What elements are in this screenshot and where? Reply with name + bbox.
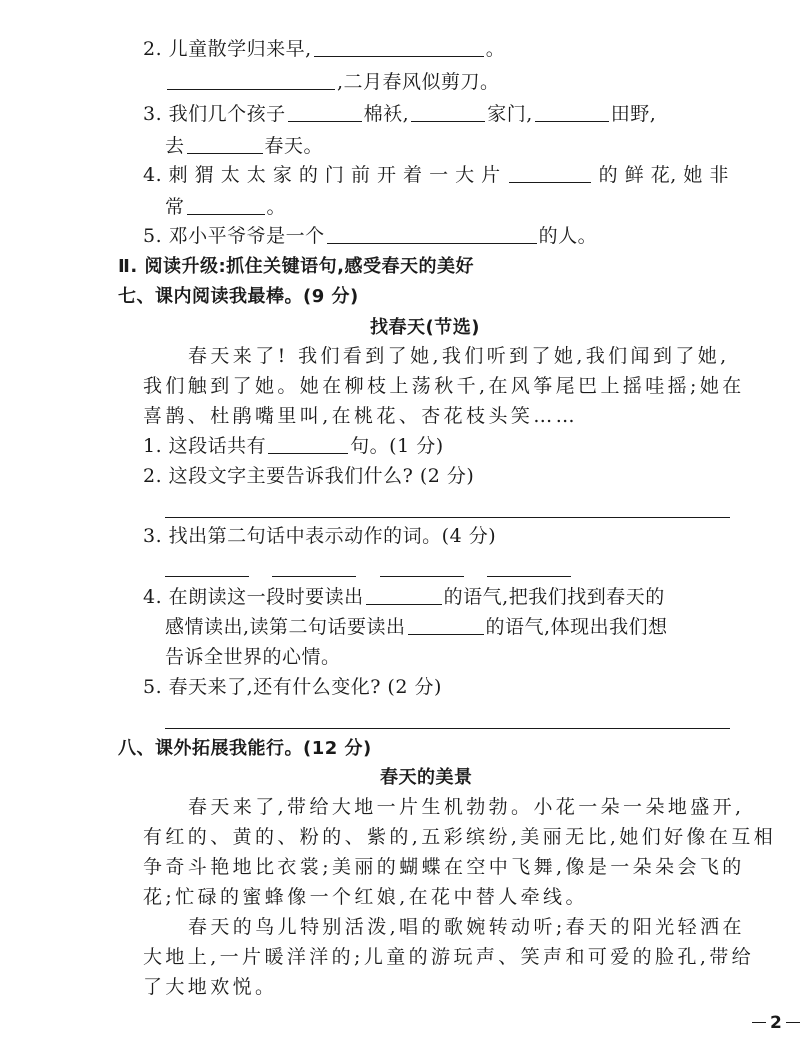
answer-blank[interactable] bbox=[187, 135, 263, 154]
answer-line[interactable] bbox=[380, 576, 464, 577]
q2-end: 。 bbox=[485, 38, 506, 60]
section7-passage-title: 找春天(节选) bbox=[370, 317, 480, 338]
section7-q4-line2 bbox=[165, 614, 668, 640]
q1-text-2: 句。(1 分) bbox=[350, 435, 444, 457]
section7-passage-line: 喜鹊、杜鹃嘴里叫,在桃花、杏花枝头笑…… bbox=[143, 405, 579, 427]
q5-text: 5. 邓小平爷爷是一个 bbox=[143, 225, 325, 247]
answer-blank[interactable] bbox=[327, 225, 537, 244]
section7-q1 bbox=[143, 433, 444, 459]
q3-text: 3. 我们几个孩子 bbox=[143, 103, 286, 125]
q4-text-3: 感情读出,读第二句话要读出 bbox=[165, 616, 406, 638]
section7-heading: 七、课内阅读我最棒。(9 分) bbox=[118, 286, 359, 307]
answer-blank[interactable] bbox=[509, 164, 591, 183]
answer-blank[interactable] bbox=[314, 38, 484, 57]
fill-blank-q4-line1 bbox=[143, 162, 729, 188]
fill-blank-q2-line1 bbox=[143, 36, 505, 62]
answer-line[interactable] bbox=[165, 517, 730, 518]
q4-text-3: 常 bbox=[165, 196, 185, 218]
q4-text: 4. 刺 猬 太 太 家 的 门 前 开 着 一 大 片 bbox=[143, 164, 501, 186]
section7-q2: 2. 这段文字主要告诉我们什么? (2 分) bbox=[143, 465, 475, 487]
q3-part1: 棉袄, bbox=[363, 103, 410, 125]
q4-text: 4. 在朗读这一段时要读出 bbox=[143, 586, 364, 608]
section8-passage-line: 春天来了,带给大地一片生机勃勃。小花一朵一朵地盛开, bbox=[188, 796, 745, 818]
section8-passage-line: 了大地欢悦。 bbox=[143, 976, 278, 998]
answer-line[interactable] bbox=[165, 728, 730, 729]
answer-blank[interactable] bbox=[187, 196, 265, 215]
answer-blank[interactable] bbox=[288, 103, 362, 122]
q5-text-2: 的人。 bbox=[538, 225, 598, 247]
answer-blank[interactable] bbox=[167, 71, 335, 90]
q2-text: 2. 儿童散学归来早, bbox=[143, 38, 312, 60]
section8-passage-title: 春天的美景 bbox=[380, 767, 473, 788]
fill-blank-q3-line1 bbox=[143, 101, 656, 127]
fill-blank-q4-line2 bbox=[165, 194, 286, 220]
section8-passage-line: 花;忙碌的蜜蜂像一个红娘,在花中替人牵线。 bbox=[143, 886, 588, 908]
page-number bbox=[748, 1013, 800, 1033]
q4-text-4: 。 bbox=[266, 196, 287, 218]
answer-line[interactable] bbox=[165, 576, 249, 577]
section7-q3: 3. 找出第二句话中表示动作的词。(4 分) bbox=[143, 525, 497, 547]
answer-blank[interactable] bbox=[366, 586, 442, 605]
fill-blank-q3-line2 bbox=[165, 133, 323, 159]
q4-text-2: 的语气,把我们找到春天的 bbox=[443, 586, 665, 608]
fill-blank-q2-line2 bbox=[165, 69, 500, 95]
answer-line[interactable] bbox=[487, 576, 571, 577]
q3-part3: 田野, bbox=[610, 103, 657, 125]
answer-line[interactable] bbox=[272, 576, 356, 577]
dash-decoration bbox=[752, 1022, 766, 1023]
q3-part2: 家门, bbox=[487, 103, 533, 125]
fill-blank-q5 bbox=[143, 223, 597, 249]
dash-decoration bbox=[786, 1022, 800, 1023]
section8-passage-line: 有红的、黄的、粉的、紫的,五彩缤纷,美丽无比,她们好像在互相 bbox=[143, 826, 777, 848]
q4-text-4: 的语气,体现出我们想 bbox=[485, 616, 668, 638]
section8-heading: 八、课外拓展我能行。(12 分) bbox=[118, 738, 372, 759]
section8-passage-line: 争奇斗艳地比衣裳;美丽的蝴蝶在空中飞舞,像是一朵朵会飞的 bbox=[143, 856, 745, 878]
section7-passage-line: 我们触到了她。她在柳枝上荡秋千,在风筝尾巴上摇哇摇;她在 bbox=[143, 375, 745, 397]
page-number-text: 2 bbox=[770, 1013, 782, 1033]
part2-heading: Ⅱ. 阅读升级:抓住关键语句,感受春天的美好 bbox=[118, 256, 474, 277]
q3-text-3: 春天。 bbox=[264, 135, 324, 157]
q3-text-2: 去 bbox=[165, 135, 185, 157]
answer-blank[interactable] bbox=[408, 616, 484, 635]
section7-q5: 5. 春天来了,还有什么变化? (2 分) bbox=[143, 676, 442, 698]
answer-blank[interactable] bbox=[411, 103, 485, 122]
q1-text: 1. 这段话共有 bbox=[143, 435, 267, 457]
q4-text-2: 的 鲜 花, 她 非 bbox=[598, 164, 729, 186]
section8-passage-line: 大地上,一片暖洋洋的;儿童的游玩声、笑声和可爱的脸孔,带给 bbox=[143, 946, 755, 968]
q2-text-2: ,二月春风似剪刀。 bbox=[337, 71, 500, 93]
section7-passage-line: 春天来了! 我们看到了她,我们听到了她,我们闻到了她, bbox=[188, 345, 730, 367]
section8-passage-line: 春天的鸟儿特别活泼,唱的歌婉转动听;春天的阳光轻洒在 bbox=[188, 916, 745, 938]
section7-q4-line1 bbox=[143, 584, 665, 610]
answer-blank[interactable] bbox=[535, 103, 609, 122]
section7-q4-line3: 告诉全世界的心情。 bbox=[165, 646, 341, 668]
answer-blank[interactable] bbox=[268, 435, 348, 454]
